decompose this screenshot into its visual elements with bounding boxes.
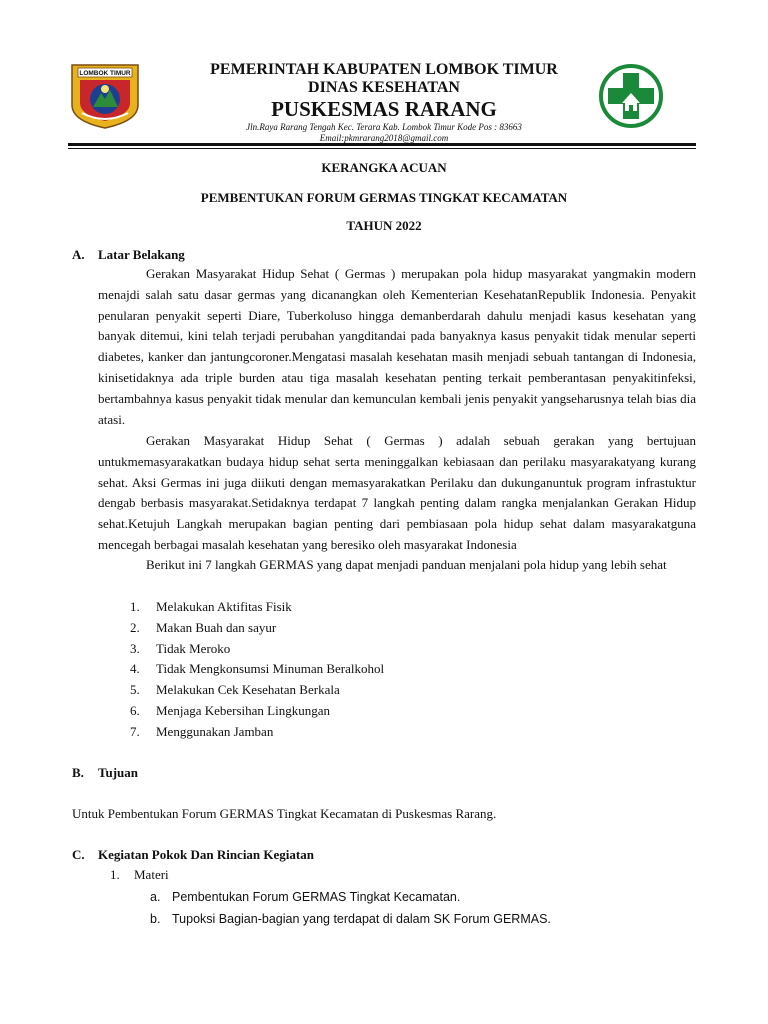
list-item: 1. Melakukan Aktifitas Fisik [130,599,292,614]
list-item: 6. Menjaga Kebersihan Lingkungan [130,702,331,718]
doc-year: TAHUN 2022 [346,218,422,233]
list-item: 4. Tidak Mengkonsumsi Minuman Beralkohol [130,661,385,677]
emblem-caption: LOMBOK TIMUR [79,70,131,77]
doc-subtitle: PEMBENTUKAN FORUM GERMAS TINGKAT KECAMATAN [200,190,568,205]
section-b-text: Untuk Pembentukan Forum GERMAS Tingkat Kecamatan di Puskesmas Rarang. [72,806,497,821]
materi-sublist [150,886,551,930]
section-b-title: Tujuan [98,765,138,780]
section-b-label: B. [72,765,84,780]
section-c-item-1: 1. Materi [110,867,169,882]
puskesmas-cross-icon [598,63,664,129]
list-item: b. Tupoksi Bagian-bagian yang terdapat di dalam SK Forum GERMAS. [150,912,551,926]
section-a-paragraph-3: Berikut ini 7 langkah GERMAS yang dapat menjadi panduan menjalani pola hidup yang lebih sehat [146,557,667,572]
section-a-heading [72,247,185,263]
section-c-title: Kegiatan Pokok Dan Rincian Kegiatan [98,847,314,862]
germas-steps-list [130,597,384,743]
section-a-paragraph-2: Gerakan Masyarakat Hidup Sehat ( Germas ) adalah sebuah gerakan yang bertujuan untukmemasyarakatkan budaya hidup sehat serta meninggalkan kebiasaan dan perilaku masyarakatyang kurang sehat. Aksi Germas ini juga diikuti dengan memasyarakatkan Perilaku dan dukunganuntuk program infrastuktur dengab berbasis masyarakat.Setidaknya terdapat 7 langkah penting dalam rangka menjalankan Gerakan Hidup sehat.Ketujuh Langkah merupakan bagian penting dari pembiasaan pola hidup sehat dalam masyarakatguna mencegah berbagai masalah kesehatan yang beresiko oleh masyarakat Indonesia [98,433,696,552]
letterhead-department: DINAS KESEHATAN [308,79,460,96]
letterhead-government: PEMERINTAH KABUPATEN LOMBOK TIMUR [210,61,558,78]
regency-emblem-icon [68,63,142,129]
section-c-label: C. [72,847,85,862]
letterhead-rule-thick [68,143,696,146]
doc-title: KERANGKA ACUAN [321,160,447,175]
section-b-heading [72,765,138,781]
list-item: 7. Menggunakan Jamban [130,723,274,739]
section-a-paragraph-1: Gerakan Masyarakat Hidup Sehat ( Germas ) merupakan pola hidup masyarakat yangmakin modern menajdi salah satu dasar germas yang dicanangkan oleh Kementerian KesehatanRepublik Indonesia. Penyakit penularan penyakit seperti Diare, Tuberkoluso hingga demanberdarah dahulu menjadi kasus kesehatan yang banyak ditemui, kini telah terjadi perubahan yangditandai pada banyaknya kasus penyakit tidak menular seperti diabetes, kanker dan jantungcoroner.Mengatasi masalah kesehatan masih menjadi sebuah tantangan di Indonesia, kinisetidaknya ada triple burden atau tiga masalah kesehatan penting terkait pemberantasan penyakitinfeksi, bertambahnya kasus penyakit tidak menular dan kemunculan kembali jenis penyakit yangseharusnya telah bias dia atasi. [98,266,696,427]
section-c-heading [72,847,314,863]
letterhead-email: Email:pkmrarang2018@gmail.com [319,133,449,143]
letterhead-rule-thin [68,148,696,149]
section-a-label: A. [72,247,85,262]
list-item: 2. Makan Buah dan sayur [130,619,277,635]
letterhead-address: Jln.Raya Rarang Tengah Kec. Terara Kab. Lombok Timur Kode Pos : 83663 [246,122,522,132]
list-item: 5. Melakukan Cek Kesehatan Berkala [130,682,340,698]
letterhead-institution: PUSKESMAS RARANG [271,97,497,121]
list-item: a. Pembentukan Forum GERMAS Tingkat Kecamatan. [150,890,461,904]
letterhead [150,61,618,144]
section-a-title: Latar Belakang [98,247,185,262]
list-item: 3. Tidak Meroko [130,640,231,656]
